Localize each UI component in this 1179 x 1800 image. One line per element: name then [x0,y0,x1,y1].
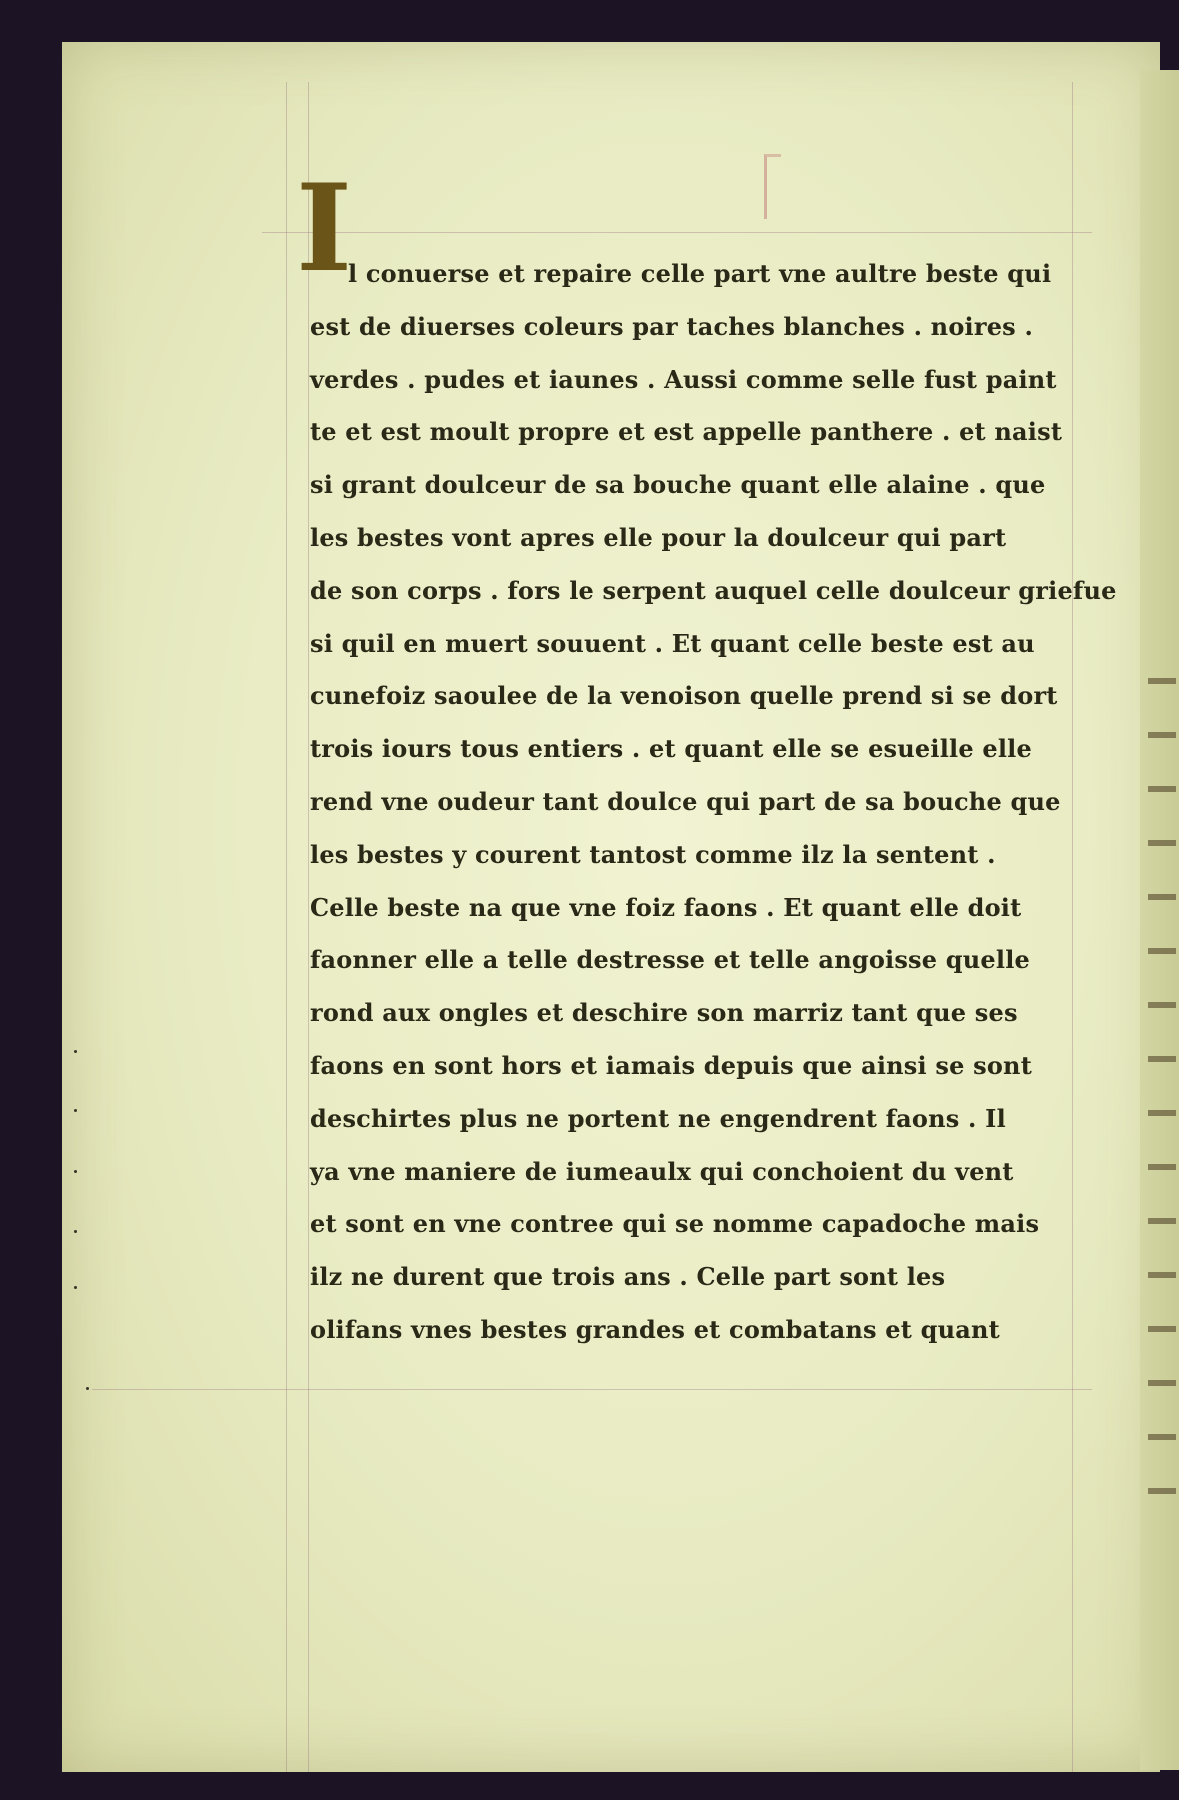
manuscript-text-block [310,248,1117,1357]
text-line: verdes . pudes et iaunes . Aussi comme selle fust paint [310,364,1057,394]
text-line: faons en sont hors et iamais depuis que ainsi se sont [310,1050,1032,1080]
pricking-mark [74,1286,77,1289]
text-line: rend vne oudeur tant doulce qui part de sa bouche que [310,786,1061,816]
text-line: l conuerse et repaire celle part vne aultre beste qui [348,259,1052,288]
text-line: est de diuerses coleurs par taches blanches . noires . [310,311,1033,341]
text-line: Celle beste na que vne foiz faons . Et quant elle doit [310,892,1022,922]
text-line: te et est moult propre et est appelle panthere . et naist [310,417,1063,447]
ruling-left-outer [286,82,287,1772]
pricking-mark [74,1109,77,1112]
text-line: cunefoiz saoulee de la venoison quelle prend si se dort [310,681,1058,711]
text-line: trois iours tous entiers . et quant elle se esueille elle [310,734,1032,764]
pricking-mark [74,1230,77,1233]
rubric-guide-mark [764,154,781,219]
text-line: les bestes y courent tantost comme ilz la sentent . [310,839,996,869]
text-line: si grant doulceur de sa bouche quant elle alaine . que [310,470,1046,500]
next-page-edge [1140,70,1179,1770]
ruling-top [262,232,1092,233]
decorated-initial: I [296,158,353,299]
text-line: ya vne maniere de iumeaulx qui conchoient du vent [310,1156,1014,1186]
text-line: deschirtes plus ne portent ne engendrent faons . Il [310,1103,1006,1133]
text-line: faonner elle a telle destresse et telle angoisse quelle [310,945,1030,975]
pricking-mark [74,1170,77,1173]
text-line: les bestes vont apres elle pour la doulceur qui part [310,522,1007,552]
ruling-left-inner [308,82,309,1772]
pricking-mark [86,1387,89,1390]
text-line: ilz ne durent que trois ans . Celle part sont les [310,1262,946,1292]
text-line: si quil en muert souuent . Et quant celle beste est au [310,628,1035,658]
pricking-mark [74,1050,77,1053]
bleed-through-text [1148,640,1176,1530]
text-line: rond aux ongles et deschire son marriz tant que ses [310,998,1018,1028]
text-line: et sont en vne contree qui se nomme capadoche mais [310,1209,1040,1239]
text-line: olifans vnes bestes grandes et combatans et quant [310,1314,1000,1344]
text-line: de son corps . fors le serpent auquel celle doulceur griefue [310,575,1117,605]
ruling-bottom [92,1389,1092,1390]
